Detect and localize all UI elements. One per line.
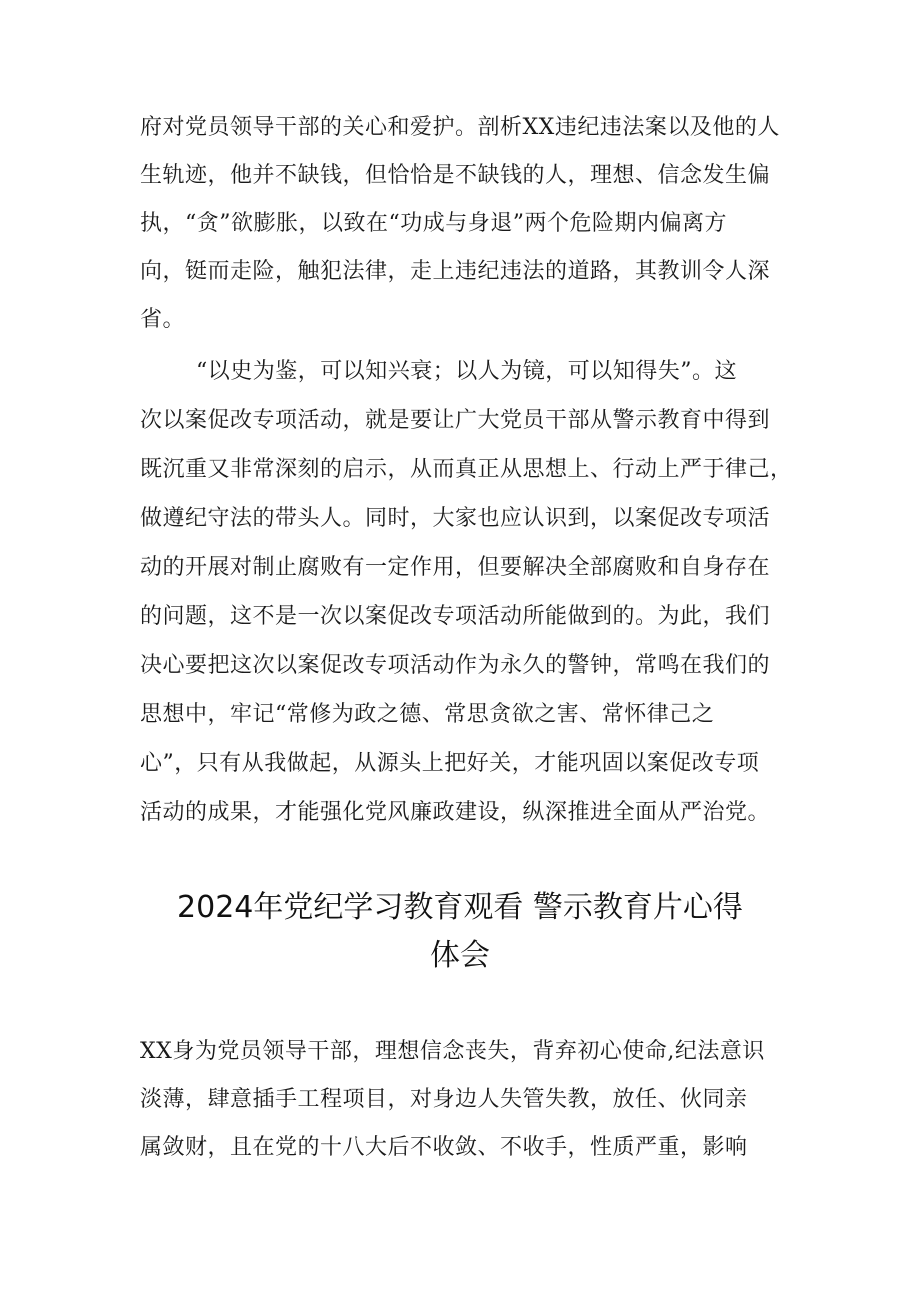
- paragraph-3-line-2: 淡薄，肆意插手工程项目，对身边人失管失教，放任、伙同亲: [140, 1087, 748, 1112]
- paragraph-1-line-2: 生轨迹，他并不缺钱，但恰恰是不缺钱的人，理想、信念发生偏: [140, 163, 771, 188]
- paragraph-2-line-4: 做遵纪守法的带头人。同时，大家也应认识到，以案促改专项活: [140, 506, 771, 531]
- paragraph-2-line-8: 思想中，牢记“常修为政之德、常思贪欲之害、常怀律己之: [140, 702, 715, 727]
- paragraph-1-line-5: 省。: [140, 307, 186, 332]
- article-title-line-2: 体会: [430, 938, 490, 973]
- paragraph-2-line-2: 次以案促改专项活动，就是要让广大党员干部从警示教育中得到: [140, 408, 771, 433]
- paragraph-2-line-1: “以史为鉴，可以知兴衰；以人为镜，可以知得失”。这: [196, 359, 737, 384]
- paragraph-3-line-1: XX身为党员领导干部，理想信念丧失，背弃初心使命,纪法意识: [140, 1039, 765, 1064]
- paragraph-2-line-3: 既沉重又非常深刻的启示，从而真正从思想上、行动上严于律己，: [140, 457, 793, 482]
- paragraph-1-line-4: 向，铤而走险，触犯法律，走上违纪违法的道路，其教训令人深: [140, 259, 771, 284]
- article-title-line-1: 2024年党纪学习教育观看 警示教育片心得: [177, 890, 743, 925]
- paragraph-2-line-10: 活动的成果，才能强化党风廉政建设，纵深推进全面从严治党。: [140, 800, 771, 825]
- paragraph-2-line-9: 心”，只有从我做起，从源头上把好关，才能巩固以案促改专项: [140, 751, 760, 776]
- paragraph-2-line-5: 动的开展对制止腐败有一定作用，但要解决全部腐败和自身存在: [140, 555, 771, 580]
- paragraph-1-line-1: 府对党员领导干部的关心和爱护。剖析XX违纪违法案以及他的人: [140, 115, 780, 140]
- paragraph-2-line-7: 决心要把这次以案促改专项活动作为永久的警钟，常鸣在我们的: [140, 653, 771, 678]
- paragraph-2-line-6: 的问题，这不是一次以案促改专项活动所能做到的。为此，我们: [140, 604, 771, 629]
- paragraph-1-line-3: 执，“贪”欲膨胀，以致在“功成与身退”两个危险期内偏离方: [140, 211, 727, 236]
- paragraph-3-line-3: 属敛财，且在党的十八大后不收敛、不收手，性质严重，影响: [140, 1135, 748, 1160]
